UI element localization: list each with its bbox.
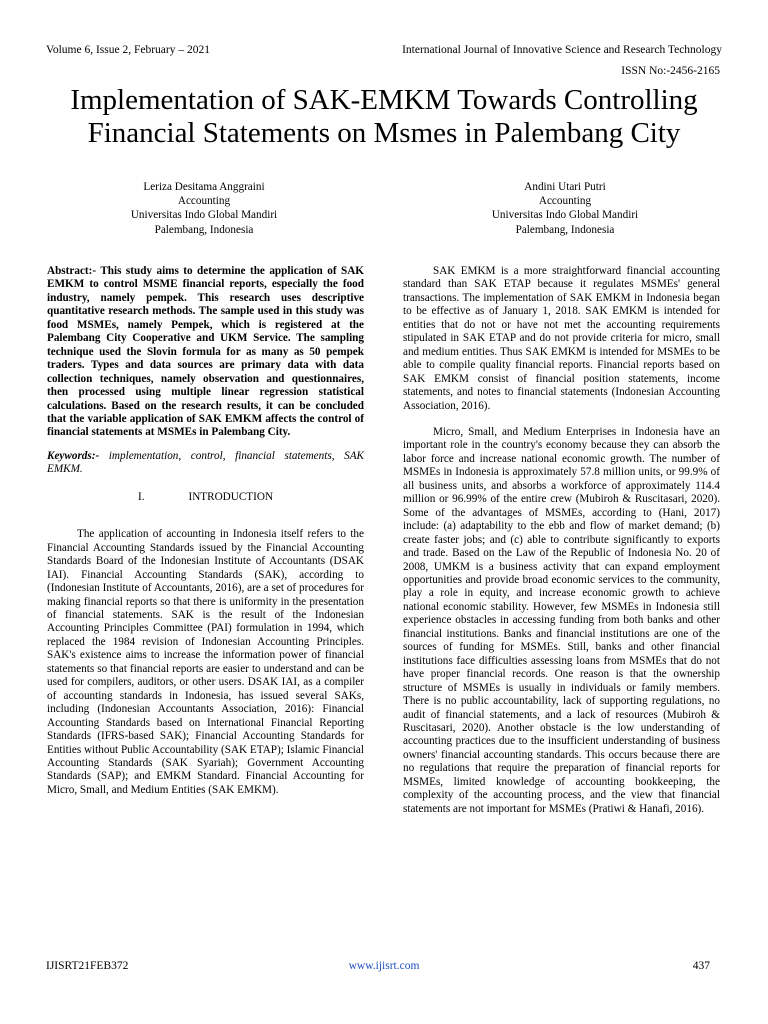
body-paragraph: SAK EMKM is a more straightforward financial accounting standard than SAK ETAP because it regulates MSMEs' general transactions. The implementation of SAK EMKM in Indonesia began to be effective as of January 1, 2018. SAK EMKM is intended for entities that do not or have not met the accounting requirements stipulated in SAK ETAP and do not provide criteria for micro, small and medium entities. Thus SAK EMKM is intended for MSMEs to be able to compile quality financial reports. Financial reports based on SAK EMKM consist of financial position statements, income statements, and notes to financial statements (Indonesian Accounting Association, 2016). bbox=[403, 265, 720, 412]
keywords bbox=[47, 450, 364, 477]
author-university: Universitas Indo Global Mandiri bbox=[130, 209, 278, 222]
keywords-text: implementation, control, financial statements, SAK EMKM. bbox=[47, 449, 364, 476]
author-block-2 bbox=[440, 180, 690, 237]
section-heading bbox=[47, 491, 364, 504]
keywords-label: Keywords:- bbox=[47, 449, 100, 462]
page-number: 437 bbox=[692, 960, 710, 972]
issn: ISSN No:-2456-2165 bbox=[621, 65, 720, 77]
body-paragraph: Micro, Small, and Medium Enterprises in Indonesia have an important role in the country's economy because they can absorb the labor force and increase national economic growth. The number of MSMEs in Indonesia is approximately 57.8 million units, or 99.9% of all business units, and absorbs a workforce of approximately 114.4 million or 96.99% of the entire crew (Mubiroh & Ruscitasari, 2020). Some of the advantages of MSMEs, according to (Hani, 2017) include: (a) adaptability to the ebb and flow of market demand; (b) create faster jobs; and (c) able to contribute significantly to exports and trade. Based on the Law of the Republic of Indonesia No. 20 of 2008, UMKM is a business activity that can expand employment opportunities and provide broad economic services to the community, play a role in equity, and increase economic growth to achieve national economic stability. However, few MSMEs in Indonesia still experience obstacles in accessing funding from both banks and other financial institutions. Banks and financial institutions are one of the sources of funding for MSMEs. Still, banks and other financial institutions face difficulties assessing loans from MSMEs that do not have proper financial records. One reason is that the ownership structure of MSMEs is usually in individuals or family members. There is no public accountability, lack of supporting regulations, no audit of financial statements, and a lack of resources (Mubiroh & Ruscitasari, 2020). Another obstacle is the low understanding of accounting practices due to the insufficient understanding of business owners' financial accounting standards. This occurs because there are no regulations that require the preparation of financial reports for MSMEs, limited knowledge of accounting bookkeeping, the complexity of the accounting process, and the view that financial statements are not important for MSMEs (Pratiwi & Hanafi, 2016). bbox=[403, 425, 720, 815]
author-department: Accounting bbox=[538, 195, 592, 208]
author-department: Accounting bbox=[177, 195, 231, 208]
section-title: INTRODUCTION bbox=[188, 490, 274, 503]
author-block-1 bbox=[79, 180, 329, 237]
intro-paragraph: The application of accounting in Indonesia itself refers to the Financial Accounting Standards issued by the Financial Accounting Standards Board of the Indonesian Institute of Accountants (DSAK IAI). Financial Accounting Standards (SAK), according to (Indonesian Institute of Accountants, 2016), are a set of procedures for making financial reports so that there is uniformity in the presentation of financial statements. SAK is the result of the Indonesian Accounting Principles Committee (PAI) formulation in 1994, which replaced the 1984 revision of Indonesian Accounting Principles. SAK's existence aims to increase the information power of financial statements so that financial reports are easier to understand and can be used for compilers, auditors, or other users. DSAK IAI, as a compiler of accounting standards in Indonesia, has issued several SAKs, including (Indonesian Accountants Association, 2016): Financial Accounting Standards based on International Financial Reporting Standards (IFRS-based SAK); Financial Accounting Standards for Entities without Public Accountability (SAK ETAP); Islamic Financial Accounting Standards (SAK Syariah); Government Accounting Standards (SAP); and EMKM Standard. Financial Accounting for Micro, Small, and Medium Entities (SAK EMKM). bbox=[47, 528, 364, 796]
author-university: Universitas Indo Global Mandiri bbox=[491, 209, 639, 222]
right-column bbox=[403, 265, 720, 816]
journal-name: International Journal of Innovative Science and Research Technology bbox=[402, 44, 722, 56]
volume-info: Volume 6, Issue 2, February – 2021 bbox=[46, 44, 210, 56]
author-name: Leriza Desitama Anggraini bbox=[143, 181, 265, 193]
journal-url-link[interactable]: www.ijisrt.com bbox=[348, 960, 420, 972]
author-city: Palembang, Indonesia bbox=[154, 223, 254, 236]
abstract: Abstract:- This study aims to determine the application of SAK EMKM to control MSME financial reports, especially the food industry, namely pempek. This research uses descriptive quantitative research methods. The sample used in this study was food MSMEs, namely Pempek, which is registered at the Palembang City Cooperative and UKM Service. The sampling technique used the Slovin formula for as many as 50 pempek traders. Types and data sources are primary data with data collection techniques, namely observation and questionnaires, then processed using multiple linear regression statistical calculations. Based on the research results, it can be concluded that the variable application of SAK EMKM affects the control of financial statements at MSMEs in Palembang City. bbox=[47, 265, 364, 439]
article-code: IJISRT21FEB372 bbox=[46, 960, 129, 972]
author-city: Palembang, Indonesia bbox=[515, 223, 615, 236]
section-number: I. bbox=[137, 490, 145, 503]
author-name: Andini Utari Putri bbox=[524, 181, 606, 193]
paper-title: Implementation of SAK-EMKM Towards Controlling Financial Statements on Msmes in Palembang City bbox=[70, 84, 698, 149]
left-column bbox=[47, 265, 364, 797]
